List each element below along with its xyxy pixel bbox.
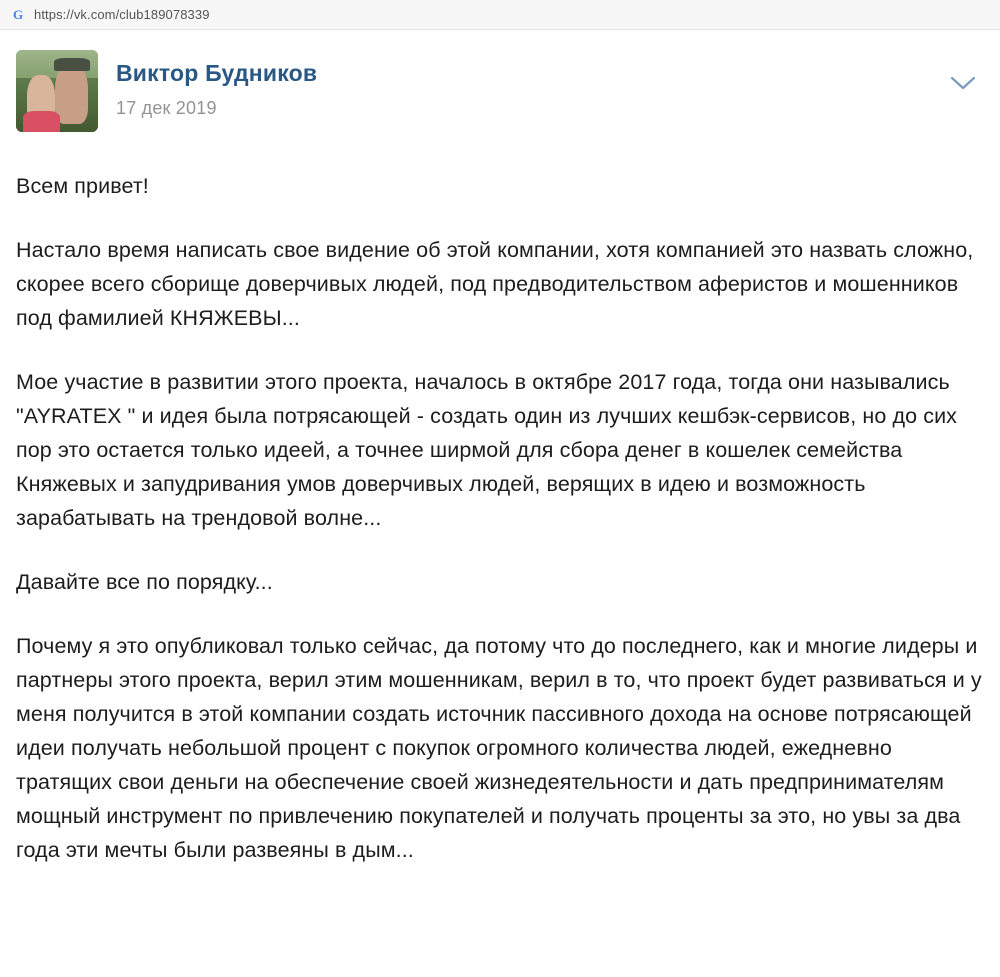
- post-paragraph: Всем привет!: [16, 174, 149, 198]
- post-container: [0, 30, 1000, 867]
- post-header: [16, 50, 984, 132]
- avatar-person-adult: [55, 63, 88, 124]
- post-paragraph: Настало время написать свое видение об этой компании, хотя компанией это назвать сложно, скорее всего сборище доверчивых людей, под предводительством аферистов и мошенников под фамилией КНЯЖЕВЫ...: [16, 237, 974, 330]
- url-text[interactable]: https://vk.com/club189078339: [34, 7, 210, 22]
- avatar-hat: [54, 58, 90, 71]
- post-paragraph: Мое участие в развитии этого проекта, началось в октябре 2017 года, тогда они назывались "AYRATEX " и идея была потрясающей - создать один из лучших кешбэк-сервисов, но до сих пор это остается только идеей, а точнее ширмой для сбора денег в кошелек семейства Княжевых и запудривания умов доверчивых людей, верящих в идею и возможность зарабатывать на трендовой волне...: [16, 369, 958, 530]
- author-block: [116, 50, 317, 119]
- post-date[interactable]: 17 дек 2019: [116, 97, 217, 118]
- author-name[interactable]: Виктор Будников: [116, 60, 318, 86]
- avatar[interactable]: [16, 50, 98, 132]
- browser-url-bar[interactable]: [0, 0, 1000, 30]
- google-icon: G: [12, 6, 24, 22]
- post-menu-button[interactable]: [946, 70, 980, 96]
- avatar-shirt: [23, 111, 61, 132]
- post-paragraph: Почему я это опубликовал только сейчас, да потому что до последнего, как и многие лидеры и партнеры этого проекта, верил этим мошенникам, верил в то, что проект будет развиваться и у меня получится в этой компании создать источник пассивного дохода на основе потрясающей идеи получать небольшой процент с покупок огромного количества людей, ежедневно тратящих свои деньги на обеспечение своей жизнедеятельности и дать предпринимателям мощный инструмент по привлечению покупателей и получать проценты за это, но увы за два года эти мечты были развеяны в дым...: [16, 633, 982, 862]
- post-text: [16, 170, 984, 867]
- post-paragraph: Давайте все по порядку...: [16, 569, 273, 594]
- chevron-down-icon: [950, 75, 976, 91]
